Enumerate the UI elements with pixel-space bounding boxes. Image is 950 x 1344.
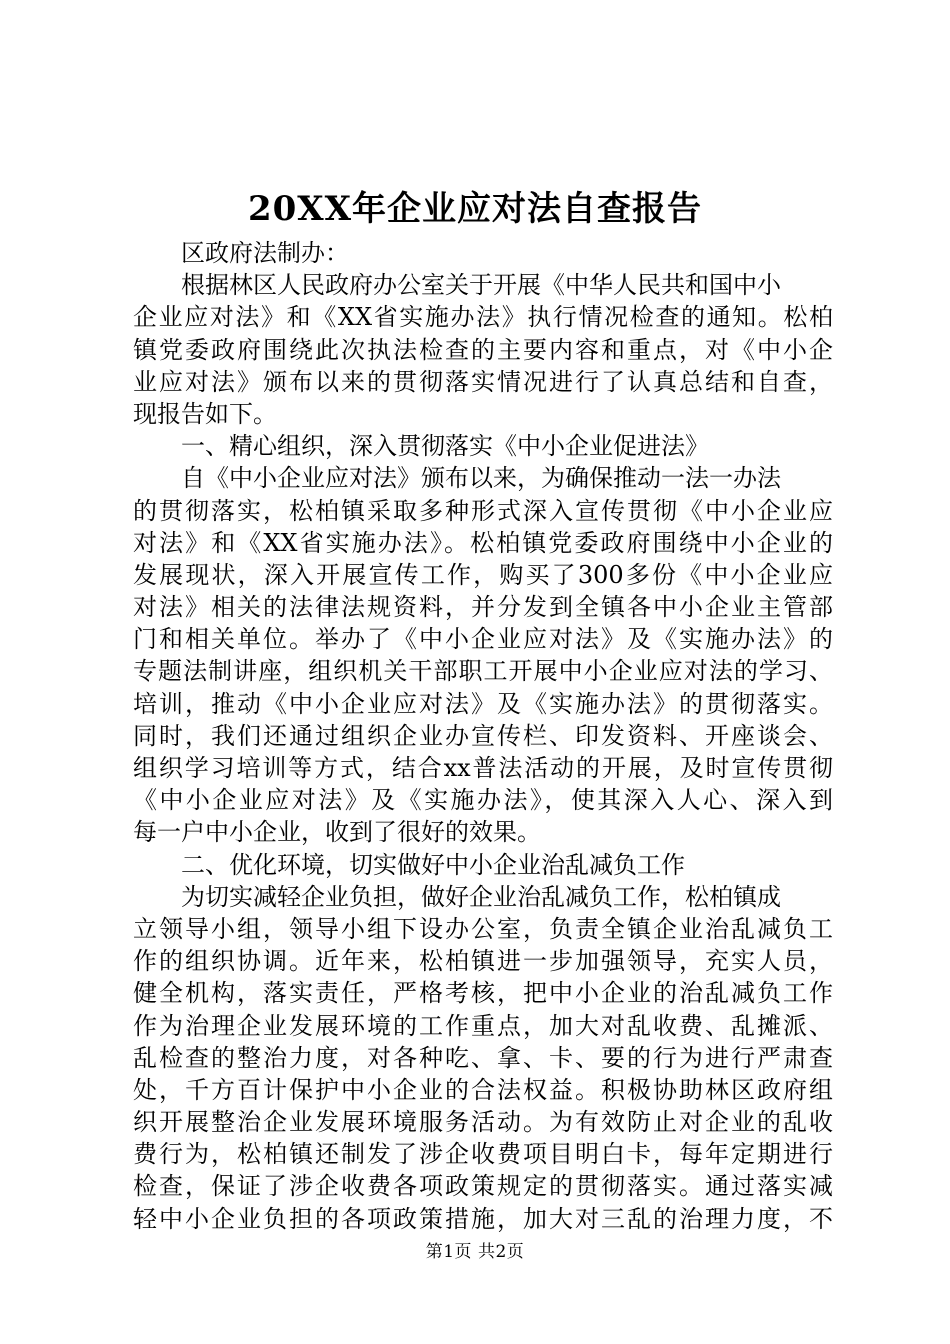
document-body — [133, 237, 833, 1235]
body-line: 处，千方百计保护中小企业的合法权益。积极协助林区政府组 — [133, 1075, 833, 1104]
body-line: 为切实减轻企业负担，做好企业治乱减负工作，松柏镇成 — [181, 882, 781, 911]
body-line: 乱检查的整治力度，对各种吃、拿、卡、要的行为进行严肃查 — [133, 1043, 833, 1072]
body-line: 检查，保证了涉企收费各项政策规定的贯彻落实。通过落实减 — [133, 1172, 833, 1201]
body-line: 同时，我们还通过组织企业办宣传栏、印发资料、开座谈会、 — [133, 721, 833, 750]
body-line: 健全机构，落实责任，严格考核，把中小企业的治乱减负工作 — [133, 979, 833, 1008]
body-line: 对法》和《XX省实施办法》。松柏镇党委政府围绕中小企业的 — [133, 528, 833, 557]
body-line: 每一户中小企业，收到了很好的效果。 — [133, 818, 541, 847]
body-line: 立领导小组，领导小组下设办公室，负责全镇企业治乱减负工 — [133, 914, 833, 943]
body-line: 《中小企业应对法》及《实施办法》，使其深入人心、深入到 — [133, 786, 833, 815]
body-line: 培训，推动《中小企业应对法》及《实施办法》的贯彻落实。 — [133, 689, 833, 718]
body-line: 企业应对法》和《XX省实施办法》执行情况检查的通知。松柏 — [133, 303, 833, 332]
body-line: 发展现状，深入开展宣传工作，购买了300多份《中小企业应 — [133, 560, 833, 589]
body-line: 区政府法制办： — [181, 239, 349, 267]
body-line: 门和相关单位。举办了《中小企业应对法》及《实施办法》的 — [133, 625, 833, 654]
document-title: 20XX年企业应对法自查报告 — [247, 189, 703, 229]
body-line: 作的组织协调。近年来，松柏镇进一步加强领导，充实人员， — [133, 947, 833, 976]
body-line: 组织学习培训等方式，结合xx普法活动的开展，及时宣传贯彻 — [133, 754, 833, 782]
body-line: 轻中小企业负担的各项政策措施，加大对三乱的治理力度，不 — [133, 1204, 833, 1233]
body-line: 一、精心组织，深入贯彻落实《中小企业促进法》 — [181, 432, 709, 461]
body-line: 费行为，松柏镇还制发了涉企收费项目明白卡，每年定期进行 — [133, 1140, 833, 1169]
body-line: 根据林区人民政府办公室关于开展《中华人民共和国中小 — [181, 271, 781, 300]
body-line: 二、优化环境，切实做好中小企业治乱减负工作 — [181, 850, 685, 879]
page-footer: 第1页 共2页 — [425, 1242, 525, 1262]
body-line: 业应对法》颁布以来的贯彻落实情况进行了认真总结和自查， — [133, 367, 833, 396]
body-line: 织开展整治企业发展环境服务活动。为有效防止对企业的乱收 — [133, 1108, 833, 1137]
body-line: 作为治理企业发展环境的工作重点，加大对乱收费、乱摊派、 — [133, 1011, 833, 1040]
body-line: 专题法制讲座，组织机关干部职工开展中小企业应对法的学习、 — [133, 657, 833, 686]
body-line: 对法》相关的法律法规资料，并分发到全镇各中小企业主管部 — [133, 593, 833, 622]
body-line: 镇党委政府围绕此次执法检查的主要内容和重点，对《中小企 — [133, 335, 833, 364]
body-line: 的贯彻落实，松柏镇采取多种形式深入宣传贯彻《中小企业应 — [133, 496, 833, 525]
body-line: 现报告如下。 — [133, 399, 277, 428]
body-line: 自《中小企业应对法》颁布以来，为确保推动一法一办法 — [181, 464, 781, 493]
